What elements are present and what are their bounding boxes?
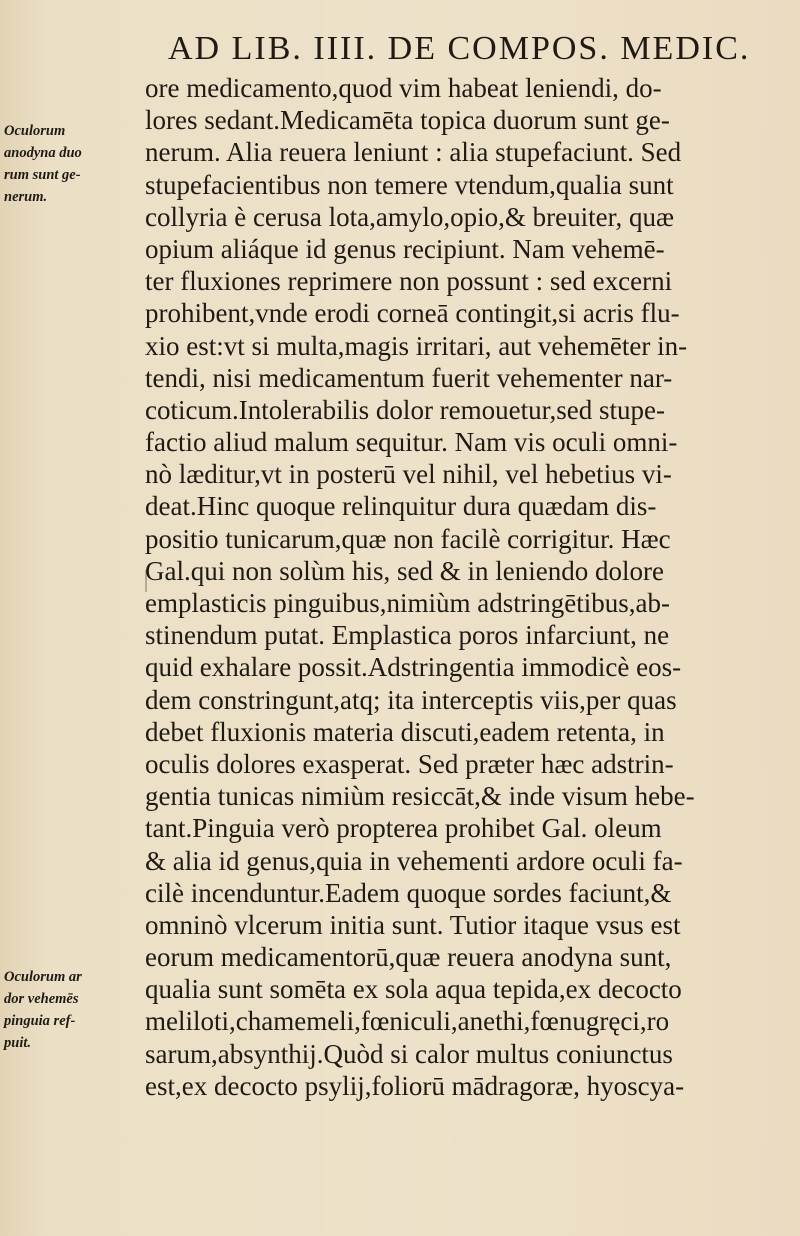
text-line: est,ex decocto psylij,foliorū mādragoræ, hyoscya- [145, 1070, 685, 1101]
text-line: dem constringunt,atq; ita interceptis viis,per quas [145, 684, 677, 715]
text-line: factio aliud malum sequitur. Nam vis oculi omni- [145, 427, 678, 458]
text-line: debet fluxionis materia discuti,eadem retenta, in [145, 716, 665, 747]
marginal-note-line: dor vehemēs [4, 991, 79, 1007]
marginal-note-line: anodyna duo [4, 145, 82, 161]
marginal-note-line: Oculorum ar [4, 969, 82, 985]
text-line: collyria è cerusa lota,amylo,opio,& breuiter, quæ [145, 201, 675, 232]
text-line: cilè incenduntur.Eadem quoque sordes faciunt,& [145, 877, 672, 908]
text-line: quid exhalare possit.Adstringentia immodicè eos- [145, 652, 682, 683]
text-line: omninò vlcerum initia sunt. Tutior itaque vsus est [145, 909, 681, 940]
text-line: lores sedant.Medicamēta topica duorum sunt ge- [145, 105, 670, 136]
text-line: & alia id genus,quia in vehementi ardore oculi fa- [145, 845, 683, 876]
text-line: Gal.qui non solùm his, sed & in leniendo dolore [145, 555, 664, 586]
text-line: ore medicamento,quod vim habeat leniendi, do- [145, 73, 662, 103]
text-line: oculis dolores exasperat. Sed præter hæc adstrin- [145, 748, 674, 779]
text-line: positio tunicarum,quæ non facilè corrigitur. Hæc [145, 523, 671, 554]
text-line: meliloti,chamemeli,fœniculi,anethi,fœnugręci,ro [145, 1006, 670, 1037]
text-line: emplasticis pinguibus,nimiùm adstringētibus,ab- [145, 588, 670, 618]
text-line: prohibent,vnde erodi corneā contingit,si acris flu- [145, 298, 680, 329]
marginal-note-line: nerum. [4, 189, 48, 205]
marginal-note-line: pinguia ref- [4, 1013, 76, 1029]
text-line: nò læditur,vt in posterū vel nihil, vel hebetius vi- [145, 459, 672, 490]
marginal-note-line: rum sunt ge- [4, 167, 81, 183]
marginal-note-line: Oculorum [4, 123, 66, 139]
body-text [145, 72, 793, 1102]
marginal-note [4, 966, 146, 1054]
text-line: qualia sunt somēta ex sola aqua tepida,ex decocto [145, 974, 682, 1005]
text-line: stupefacientibus non temere vtendum,qualia sunt [145, 169, 674, 200]
text-line: tant.Pinguia verò propterea prohibet Gal. oleum [145, 813, 662, 844]
text-line: opium aliáque id genus recipiunt. Nam vehemē- [145, 233, 665, 264]
text-line: ter fluxiones reprimere non possunt : sed excerni [145, 266, 673, 297]
text-line: xio est:vt si multa,magis irritari, aut vehemēter in- [145, 330, 688, 361]
text-line: deat.Hinc quoque relinquitur dura quædam dis- [145, 491, 657, 522]
marginal-note [4, 120, 146, 208]
text-line: gentia tunicas nimiùm resiccāt,& inde visum hebe- [145, 781, 695, 812]
text-line: nerum. Alia reuera leniunt : alia stupefaciunt. Sed [145, 137, 682, 168]
text-line: sarum,absynthij.Quòd si calor multus coniunctus [145, 1038, 673, 1069]
running-head: AD LIB. IIII. DE COMPOS. MEDIC. [168, 30, 751, 67]
marginal-note-line: puit. [4, 1035, 31, 1051]
text-line: eorum medicamentorū,quæ reuera anodyna sunt, [145, 942, 672, 973]
text-line: tendi, nisi medicamentum fuerit vehementer nar- [145, 362, 673, 393]
text-line: coticum.Intolerabilis dolor remouetur,sed stupe- [145, 394, 666, 425]
text-line: stinendum putat. Emplastica poros infarciunt, ne [145, 620, 670, 651]
